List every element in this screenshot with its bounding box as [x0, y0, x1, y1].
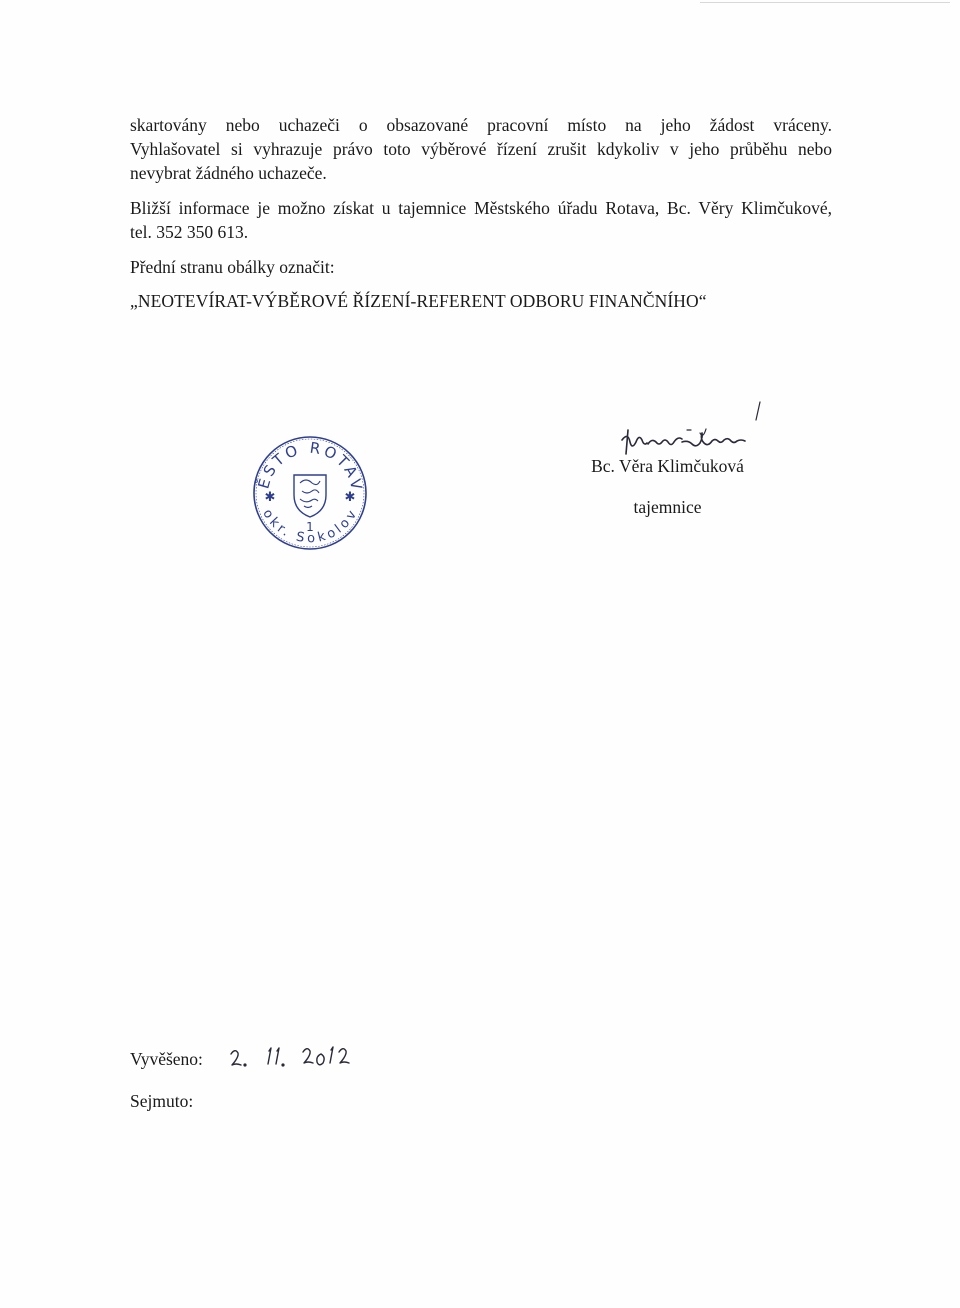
handwritten-date-icon	[225, 1038, 365, 1074]
official-stamp	[250, 433, 370, 553]
paragraph-conditions-line-2: Vyhlašovatel si vyhrazuje právo toto výběrové řízení zrušit kdykoliv v jeho průběhu nebo	[130, 139, 832, 159]
removed-label: Sejmuto:	[130, 1091, 194, 1111]
paragraph-conditions	[130, 113, 832, 185]
paragraph-conditions-line-1: skartovány nebo uchazeči o obsazované pracovní místo na jeho žádost vráceny.	[130, 115, 832, 135]
scan-edge-line	[700, 2, 950, 3]
signatory-name: Bc. Věra Klimčuková	[591, 456, 744, 476]
stamp-top-text: ĚSTO ROTAV	[254, 438, 367, 494]
signature-block	[580, 390, 800, 530]
svg-text:✱: ✱	[264, 490, 276, 505]
envelope-instruction: Přední stranu obálky označit:	[130, 257, 335, 277]
envelope-marking: „NEOTEVÍRAT-VÝBĚROVÉ ŘÍZENÍ-REFERENT ODBORU FINANČNÍHO“	[130, 291, 707, 311]
paragraph-contact-line-2: tel. 352 350 613.	[130, 222, 249, 242]
svg-text:✱: ✱	[344, 490, 356, 505]
posted-label: Vyvěšeno:	[130, 1049, 203, 1069]
paragraph-conditions-line-3: nevybrat žádného uchazeče.	[130, 163, 327, 183]
stamp-number: 1	[306, 520, 314, 534]
paragraph-contact-line-1: Bližší informace je možno získat u tajemnice Městského úřadu Rotava, Bc. Věry Klimčukové,	[130, 198, 832, 218]
svg-text:MĚSTO ROTAVA	[250, 433, 366, 493]
paragraph-contact	[130, 196, 832, 244]
stamp-seal-icon	[250, 433, 370, 553]
stamp-bottom-text: okr. Sokolov	[259, 506, 361, 547]
handwritten-signature-icon	[590, 390, 800, 460]
signatory-role: tajemnice	[633, 497, 702, 517]
